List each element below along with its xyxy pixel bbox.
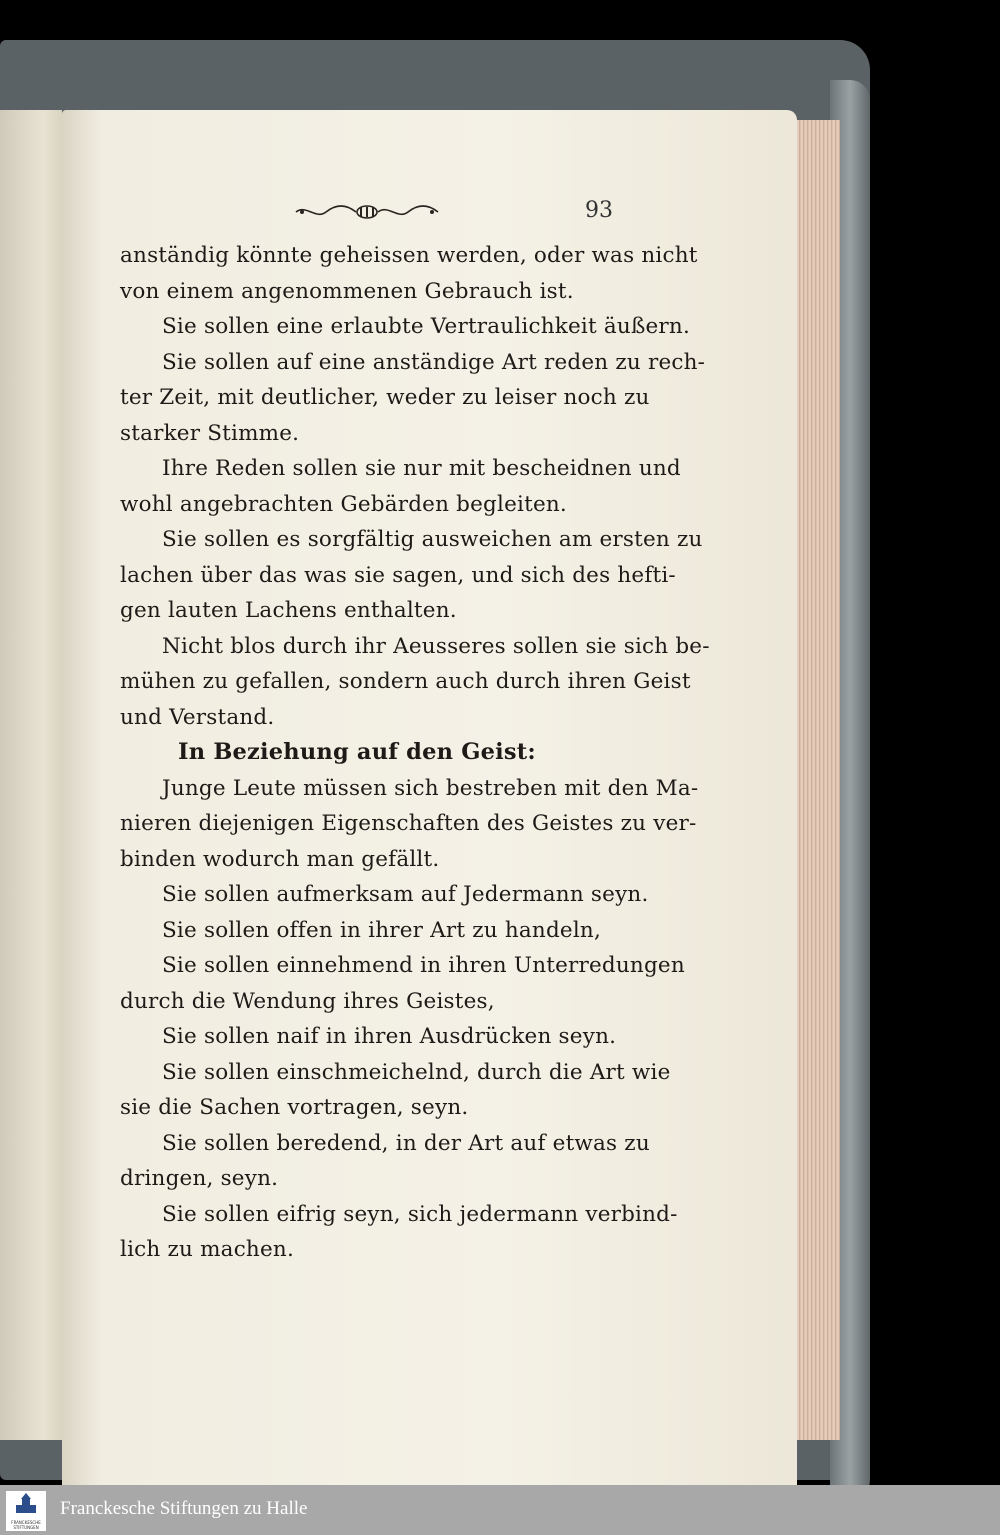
text-line: wohl angebrachten Gebärden begleiten. [120, 491, 567, 517]
text-line: Sie sollen offen in ihrer Art zu handeln, [162, 917, 601, 943]
text-line: starker Stimme. [120, 420, 300, 446]
page-number: 93 [585, 198, 613, 223]
section-heading: In Beziehung auf den Geist: [178, 739, 536, 765]
page-text [120, 238, 710, 1268]
institution-logo [6, 1491, 46, 1531]
text-line: Sie sollen einnehmend in ihren Unterredungen [162, 953, 685, 978]
text-line: gen lauten Lachens enthalten. [120, 598, 457, 623]
text-line: Sie sollen eifrig seyn, sich jedermann verbind- [162, 1201, 678, 1227]
text-line: und Verstand. [120, 704, 275, 730]
text-line: anständig könnte geheissen werden, oder was nicht [120, 243, 698, 268]
building-icon [6, 1491, 46, 1523]
ornament-headpiece [292, 200, 442, 224]
text-line: Junge Leute müssen sich bestreben mit den Ma- [162, 775, 699, 801]
text-line: sie die Sachen vortragen, seyn. [120, 1095, 469, 1120]
text-line: mühen zu gefallen, sondern auch durch ihren Geist [120, 669, 691, 694]
left-page-edge [0, 110, 62, 1440]
text-line: binden wodurch man gefällt. [120, 846, 440, 872]
text-line: Sie sollen beredend, in der Art auf etwas zu [162, 1130, 650, 1156]
text-line: Ihre Reden sollen sie nur mit bescheidnen und [162, 456, 681, 481]
text-line: Sie sollen einschmeichelnd, durch die Art wie [162, 1059, 671, 1085]
text-line: Sie sollen auf eine anständige Art reden zu rech- [162, 349, 706, 375]
institution-name: Franckesche Stiftungen zu Halle [60, 1498, 308, 1519]
text-line: von einem angenommenen Gebrauch ist. [120, 278, 574, 304]
text-line: dringen, seyn. [120, 1166, 279, 1191]
text-line: Nicht blos durch ihr Aeusseres sollen sie sich be- [162, 633, 710, 659]
text-line: durch die Wendung ihres Geistes, [120, 988, 495, 1014]
text-line: ter Zeit, mit deutlicher, weder zu leiser noch zu [120, 385, 650, 410]
text-line: Sie sollen es sorgfältig ausweichen am ersten zu [162, 527, 703, 552]
text-line: Sie sollen eine erlaubte Vertraulichkeit äußern. [162, 314, 690, 339]
text-line: nieren diejenigen Eigenschaften des Geistes zu ver- [120, 811, 697, 836]
text-line: lich zu machen. [120, 1237, 294, 1262]
logo-caption: FRANCKESCHE STIFTUNGEN [11, 1520, 41, 1530]
text-line: Sie sollen naif in ihren Ausdrücken seyn. [162, 1024, 617, 1049]
text-line: Sie sollen aufmerksam auf Jedermann seyn. [162, 882, 649, 907]
text-line: lachen über das was sie sagen, und sich des hefti- [120, 562, 676, 588]
footer-bar [0, 1485, 1000, 1535]
